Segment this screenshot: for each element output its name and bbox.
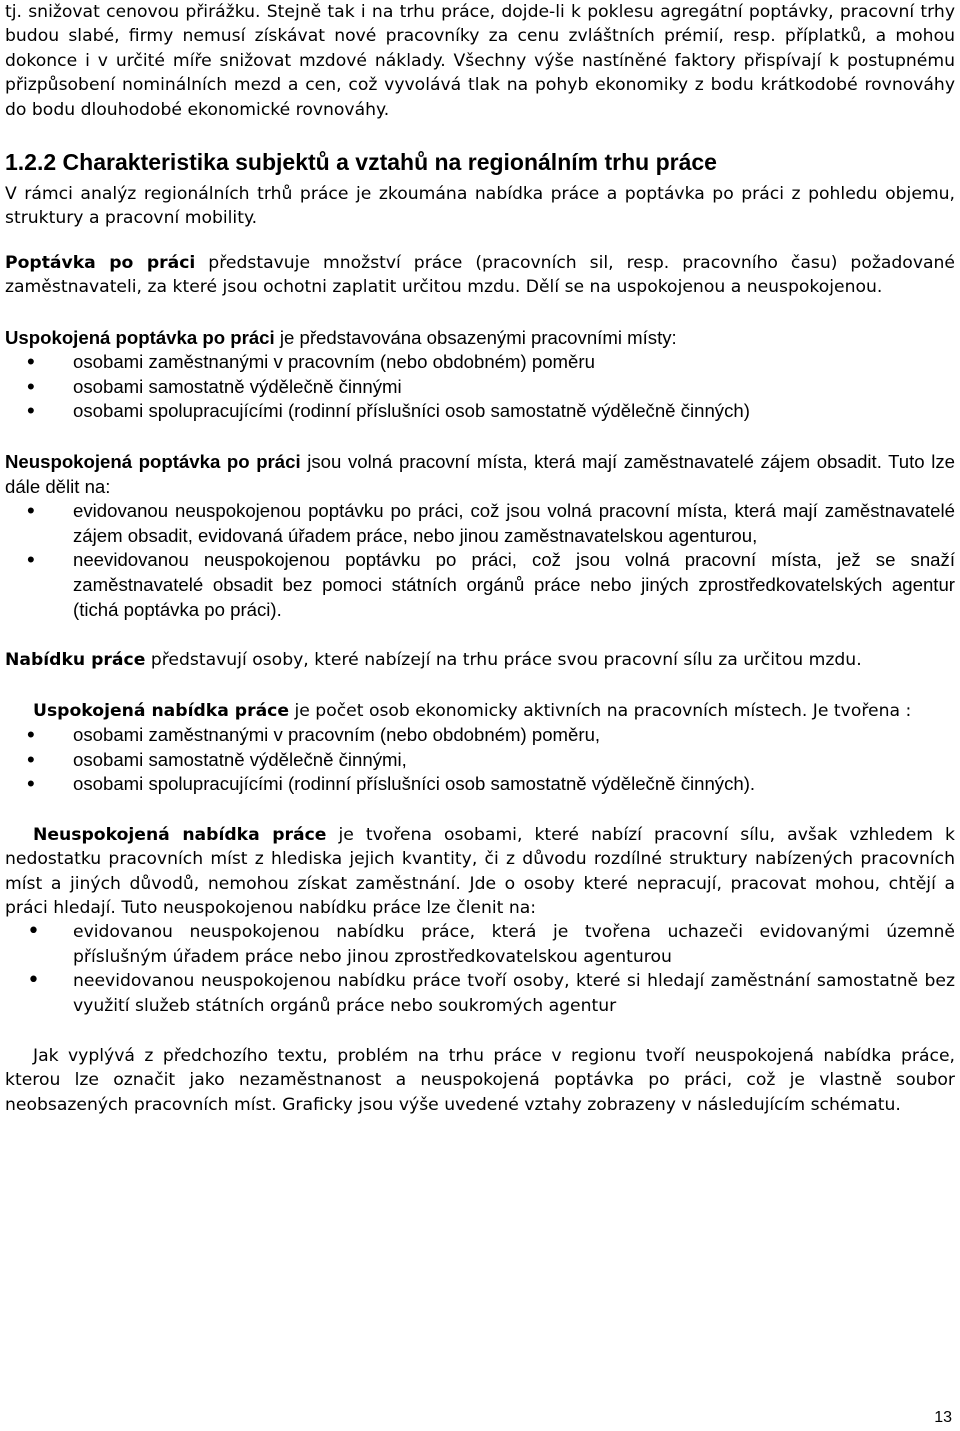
demand-term: Poptávka po práci — [5, 252, 196, 273]
list-item: • evidovanou neuspokojenou nabídku práce, která je tvořena uchazeči evidovanými územně příslušným úřadem práce nebo jinou zprostředkovatelskou agenturou — [5, 920, 955, 969]
unsatisfied-demand-list — [5, 499, 955, 622]
list-item: • osobami samostatně výdělečně činnými — [5, 375, 955, 400]
list-item: • osobami spolupracujícími (rodinní příslušníci osob samostatně výdělečně činných). — [5, 772, 955, 797]
list-item: • neevidovanou neuspokojenou nabídku práce tvoří osoby, které si hledají zaměstnání samostatně bez využití služeb státních orgánů práce nebo soukromých agentur — [5, 969, 955, 1018]
list-item: • osobami zaměstnanými v pracovním (nebo obdobném) poměru — [5, 350, 955, 375]
satisfied-supply-paragraph — [5, 699, 955, 723]
satisfied-demand-text: je představována obsazenými pracovními místy: — [274, 326, 677, 348]
demand-paragraph — [5, 251, 955, 300]
satisfied-demand-list — [5, 350, 955, 424]
unsatisfied-demand-paragraph — [5, 450, 955, 499]
satisfied-supply-list — [5, 723, 955, 797]
list-item: • osobami spolupracujícími (rodinní příslušníci osob samostatně výdělečně činných) — [5, 399, 955, 424]
satisfied-demand-term: Uspokojená poptávka po práci — [5, 326, 275, 348]
satisfied-demand-paragraph — [5, 326, 955, 351]
page-number: 13 — [934, 1409, 952, 1426]
intro-paragraph: tj. snižovat cenovou přirážku. Stejně tak i na trhu práce, dojde-li k poklesu agregátní poptávky, pracovní trhy budou slabé, firmy nemusí získávat nové pracovníky za cenu zvláštních prémií, resp. příplatků, a mohou dokonce i v určité míře snižovat mzdové náklady. Všechny výše nastíněné faktory přispívají k postupnému přizpůsobení nominálních mezd a cen, což vyvolává tlak na pohyb ekonomiky z bodu krátkodobé rovnováhy do bodu dlouhodobé ekonomické rovnováhy. — [5, 2, 955, 120]
conclusion-paragraph: Jak vyplývá z předchozího textu, problém na trhu práce v regionu tvoří neuspokojená nabídka práce, kterou lze označit jako nezaměstnanost a neuspokojená poptávka po práci, což je vlastně soubor neobsazených pracovních míst. Graficky jsou výše uvedené vztahy zobrazeny v následujícím schématu. — [5, 1046, 955, 1115]
unsatisfied-supply-paragraph — [5, 823, 955, 921]
document-page — [5, 0, 955, 1117]
unsatisfied-demand-text: jsou volná pracovní místa, která mají zaměstnavatelé zájem obsadit. Tuto lze dále dělit na: — [5, 451, 955, 497]
demand-text: představuje množství práce (pracovních sil, resp. pracovního času) požadované zaměstnavateli, za které jsou ochotni zaplatit určitou mzdu. Dělí se na uspokojenou a neuspokojenou. — [5, 252, 955, 298]
satisfied-supply-term: Uspokojená nabídka práce — [33, 700, 290, 721]
unsatisfied-supply-term: Neuspokojená nabídka práce — [33, 824, 327, 845]
unsatisfied-demand-term: Neuspokojená poptávka po práci — [5, 451, 301, 473]
list-item: • osobami zaměstnanými v pracovním (nebo obdobném) poměru, — [5, 723, 955, 748]
list-item: • neevidovanou neuspokojenou poptávku po práci, což jsou volná pracovní místa, jež se snaží zaměstnavatelé obsadit bez pomoci státních orgánů práce nebo jiných zprostředkovatelských agentur (tichá poptávka po práci). — [5, 548, 955, 622]
section-intro-paragraph: V rámci analýz regionálních trhů práce je zkoumána nabídka práce a poptávka po práci z pohledu objemu, struktury a pracovní mobility. — [5, 184, 955, 229]
list-item: • evidovanou neuspokojenou poptávku po práci, což jsou volná pracovní místa, která mají zaměstnavatelé zájem obsadit, evidovaná úřadem práce, nebo jinou zaměstnavatelskou agenturou, — [5, 499, 955, 548]
list-item: • osobami samostatně výdělečně činnými, — [5, 748, 955, 773]
satisfied-supply-text: je počet osob ekonomicky aktivních na pracovních místech. Je tvořena : — [289, 700, 912, 721]
unsatisfied-supply-text: je tvořena osobami, které nabízí pracovní sílu, avšak vzhledem k nedostatku pracovních míst z hlediska jejich kvantity, či z důvodu rozdílné struktury nabízených pracovních míst a jiných důvodů, nemohou získat zaměstnání. Jde o osoby které nepracují, pracovat mohou, chtějí a práci hledají. Tuto neuspokojenou nabídku práce lze členit na: — [5, 824, 955, 918]
section-heading: 1.2.2 Charakteristika subjektů a vztahů na regionálním trhu práce — [5, 149, 717, 176]
supply-paragraph — [5, 648, 955, 672]
supply-text: představují osoby, které nabízejí na trhu práce svou pracovní sílu za určitou mzdu. — [145, 650, 862, 671]
supply-term: Nabídku práce — [5, 650, 146, 671]
unsatisfied-supply-list — [5, 920, 955, 1018]
